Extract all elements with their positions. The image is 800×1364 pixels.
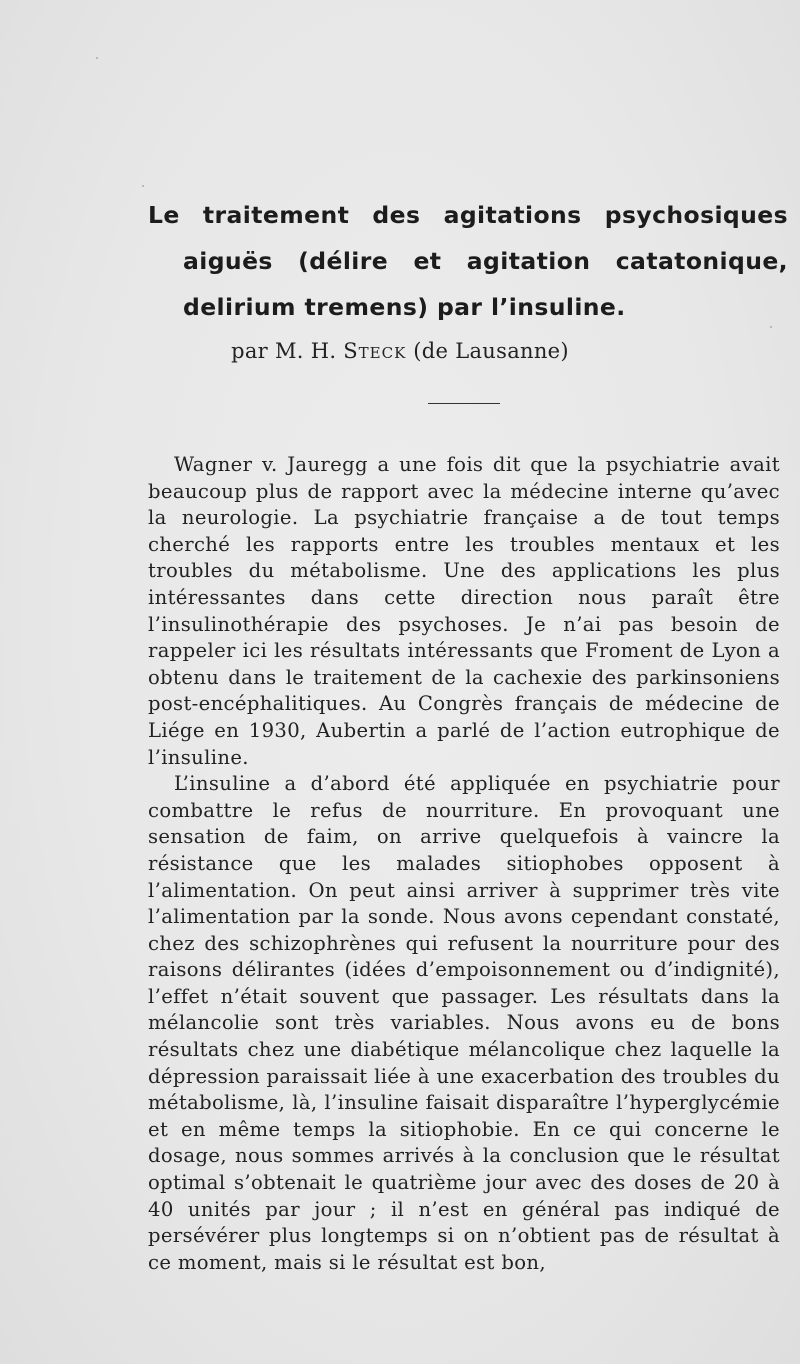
author-name: Steck bbox=[343, 339, 407, 363]
paragraph: L’insuline a d’abord été appliquée en psychiatrie pour combattre le refus de nourriture. En provoquant une sensation de faim, on arrive quelquefois à vaincre la résistance que les malades sitiophobes opposent à l’alimentation. On peut ainsi arriver à supprimer très vite l’alimentation par la sonde. Nous avons cependant constaté, chez des schizophrènes qui refusent la nourriture pour des raisons délirantes (idées d’empoisonnement ou d’indignité), l’effet n’était souvent que passager. Les résultats dans la mélancolie sont très variables. Nous avons eu de bons résultats chez une diabétique mélancolique chez laquelle la dépression paraissait liée à une exacerbation des troubles du métabolisme, là, l’insuline faisait disparaître l’hyperglycémie et en même temps la sitiophobie. En ce qui concerne le dosage, nous sommes arrivés à la conclusion que le résultat optimal s’obtenait le quatrième jour avec des doses de 20 à 40 unités par jour ; il n’est en général pas indiqué de persévérer plus longtemps si on n’obtient pas de résultat à ce moment, mais si le résultat est bon, bbox=[148, 772, 780, 1274]
byline bbox=[0, 339, 800, 363]
article-title: Le traitement des agitations psychosiques aiguës (délire et agitation catatonique, delirium tremens) par l’insuline. bbox=[148, 201, 788, 321]
paper-speck bbox=[96, 57, 98, 59]
title-separator-rule bbox=[428, 403, 500, 404]
byline-prefix: par M. H. bbox=[231, 339, 337, 363]
paper-speck bbox=[142, 185, 144, 187]
article-body bbox=[148, 452, 780, 1276]
paragraph: Wagner v. Jauregg a une fois dit que la psychiatrie avait beaucoup plus de rapport avec la médecine interne qu’avec la neurologie. La psychiatrie française a de tout temps cherché les rapports entre les troubles mentaux et les troubles du métabolisme. Une des applications les plus intéressantes dans cette direction nous paraît être l’insulinothérapie des psychoses. Je n’ai pas besoin de rappeler ici les résultats intéressants que Froment de Lyon a obtenu dans le traitement de la cachexie des parkinsoniens post-encéphalitiques. Au Congrès français de médecine de Liége en 1930, Aubertin a parlé de l’action eutrophique de l’insuline. bbox=[148, 453, 780, 769]
author-affiliation: (de Lausanne) bbox=[413, 339, 569, 363]
